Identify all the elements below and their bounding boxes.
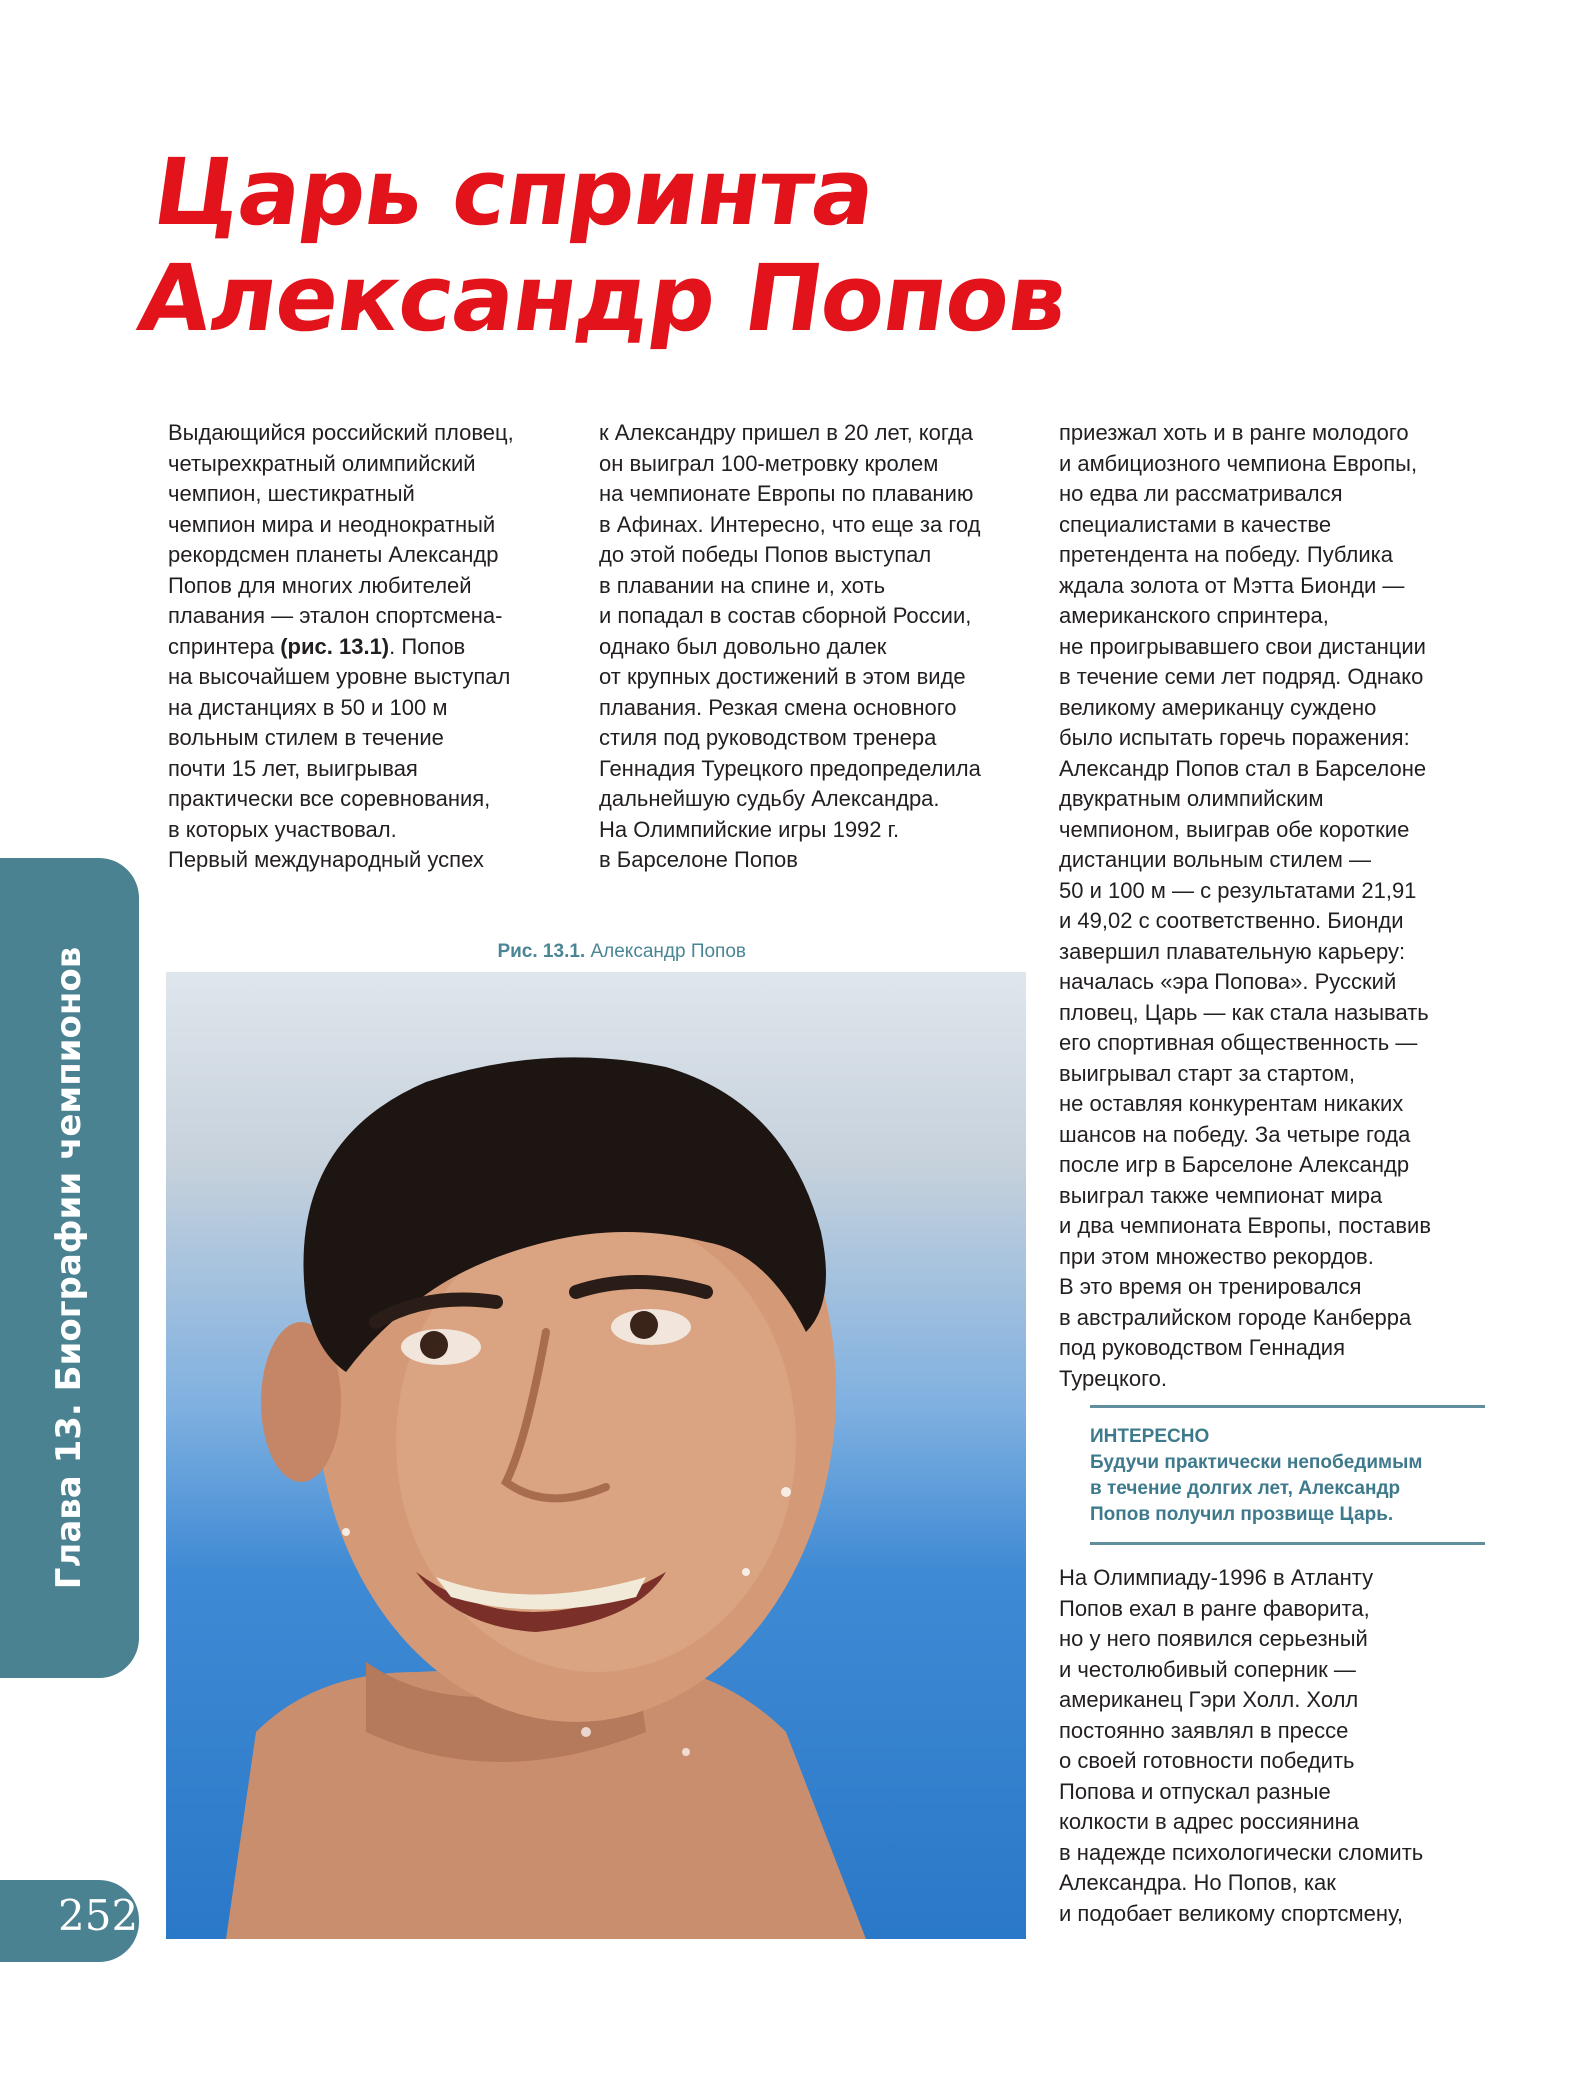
paragraph: к Александру пришел в 20 лет, когда он выиграл 100-метровку кролем на чемпионате Европы по плаванию в Афинах. Интересно, что еще за год до этой победы Попов выступал в плавании на спине и, хоть и попадал в состав сборной России, однако был довольно далек от крупных достижений в этом виде плавания. Резкая смена основного стиля под руководством тренера Геннадия Турецкого предопределила дальнейшую судьбу Александра. На Олимпийские игры 1992 г. в Барселоне Попов	[599, 420, 981, 872]
chapter-tab-label: Глава 13. Биографии чемпионов	[49, 946, 89, 1590]
page-title	[132, 140, 1088, 352]
figure-caption-text: Александр Попов	[585, 941, 746, 962]
interesting-text: Будучи практически непобедимым в течение долгих лет, Александр Попов получил прозвище Царь.	[1090, 1452, 1423, 1525]
photo-illustration	[166, 972, 1026, 1939]
interesting-box	[1090, 1405, 1485, 1545]
body-text: Выдающийся российский пловец, четырехкратный олимпийский чемпион, шестикратный чемпион мира и неоднократный рекордсмен планеты Александр Попов для многих любителей плавания — эталон спортсмена- спринтера	[168, 420, 514, 659]
text-column-3-continued	[1059, 1563, 1499, 1929]
paragraph: приезжал хоть и в ранге молодого и амбициозного чемпиона Европы, но едва ли рассматривался специалистами в качестве претендента на победу. Публика ждала золота от Мэтта Бионди — американского спринтера, не проигрывавшего свои дистанции в течение семи лет подряд. Однако великому американцу суждено было испытать горечь поражения: Александр Попов стал в Барселоне двукратным олимпийским чемпионом, выиграв обе короткие дистанции вольным стилем — 50 и 100 м — с результатами 21,91 и 49,02 с соответственно. Бионди завершил плавательную карьеру: началась «эра Попова». Русский пловец, Царь — как стала называть его спортивная общественность — выигрывал старт за стартом, не оставляя конкурентам никаких шансов на победу. За четыре года после игр в Барселоне Александр выиграл также чемпионат мира и два чемпионата Европы, поставив при этом множество рекордов. В это время он тренировался в австралийском городе Канберра под руководством Геннадия Турецкого.	[1059, 420, 1432, 1391]
figure-reference: (рис. 13.1)	[280, 633, 390, 659]
title-line-1: Царь спринта	[147, 139, 882, 246]
body-text: . Попов на высочайшем уровне выступал на дистанциях в 50 и 100 м вольным стилем в течение почти 15 лет, выигрывая практически все соревнования, в которых участвовал. Первый международный успех	[168, 633, 511, 872]
text-column-3	[1059, 418, 1499, 1394]
text-column-1	[168, 418, 588, 876]
swimmer-photo	[166, 972, 1026, 1939]
interesting-heading: ИНТЕРЕСНО	[1090, 1426, 1210, 1447]
page-number: 252	[58, 1891, 139, 1940]
title-line-2: Александр Попов	[132, 245, 1074, 352]
figure-label: Рис. 13.1.	[497, 941, 586, 962]
text-column-2	[599, 418, 1039, 876]
figure-caption	[168, 941, 746, 963]
paragraph: На Олимпиаду-1996 в Атланту Попов ехал в ранге фаворита, но у него появился серьезный и честолюбивый соперник — американец Гэри Холл. Холл постоянно заявлял в прессе о своей готовности победить Попова и отпускал разные колкости в адрес россиянина в надежде психологически сломить Александра. Но Попов, как и подобает великому спортсмену,	[1059, 1565, 1424, 1926]
paragraph	[168, 418, 588, 876]
